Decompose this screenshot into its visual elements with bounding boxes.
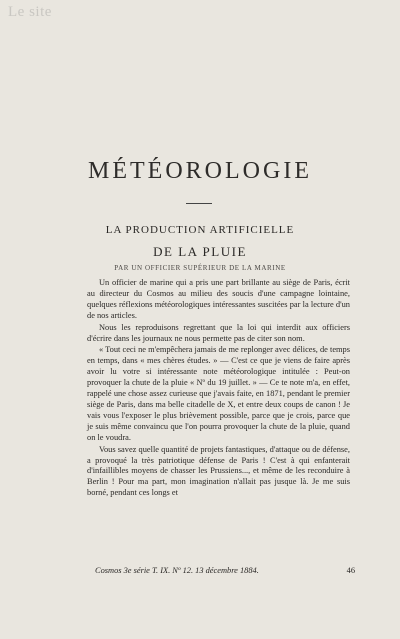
footer-citation: Cosmos 3e série T. IX. Nº 12. 13 décembre 1884. (95, 566, 259, 575)
paragraph-3: « Tout ceci ne m'empêchera jamais de me replonger avec délices, de temps en temps, dans « mes chères études. » — C'est ce que je viens de faire après avoir lu votre si intéressante note météorologique intitulée : Peut-on provoquer la chute de la pluie « Nº du 19 juillet. » — Ce te note m'a, en effet, rappelé une chose assez curieuse que j'avais faite, en 1871, pendant le premier siège de Paris, dans ma belle citadelle de X, et entre deux coups de canon ! Je vais vous l'exposer le plus brièvement possible, parce que je crois, parce que je suis même convaincu que l'on pourra provoquer la chute de la pluie, quand on le voudra. (87, 345, 350, 442)
page-footer (95, 566, 355, 575)
paragraph-1: Un officier de marine qui a pris une part brillante au siège de Paris, écrit au directeur du Cosmos au milieu des soucis d'une campagne lointaine, quelques réflexions météorologiques intéressantes suscitées par la lecture d'un de nos articles. (87, 278, 350, 320)
article-body (87, 278, 350, 499)
article-title-line1: LA PRODUCTION ARTIFICIELLE (105, 224, 295, 236)
paragraph-2: Nous les reproduisons regrettant que la loi qui interdit aux officiers d'écrire dans les journaux ne nous permette pas de citer son nom. (87, 322, 350, 343)
footer-page-mark: 46 (346, 566, 355, 575)
section-title: MÉTÉOROLOGIE (88, 158, 312, 184)
watermark: Le site (8, 4, 52, 20)
article-title-line2: DE LA PLUIE (153, 244, 247, 259)
paragraph-4: Vous savez quelle quantité de projets fantastiques, d'attaque ou de défense, a provoqué la très patriotique défense de Paris ! C'est à qui enfanterait d'infaillibles moyens de chasser les Prussiens..., et même de les reconduire à Berlin ! Pour ma part, mon imagination n'allait pas jusque là. Je me suis borné, pendant ces longs et (87, 444, 350, 498)
title-rule (186, 203, 212, 204)
byline: PAR UN OFFICIER SUPÉRIEUR DE LA MARINE (114, 264, 286, 272)
